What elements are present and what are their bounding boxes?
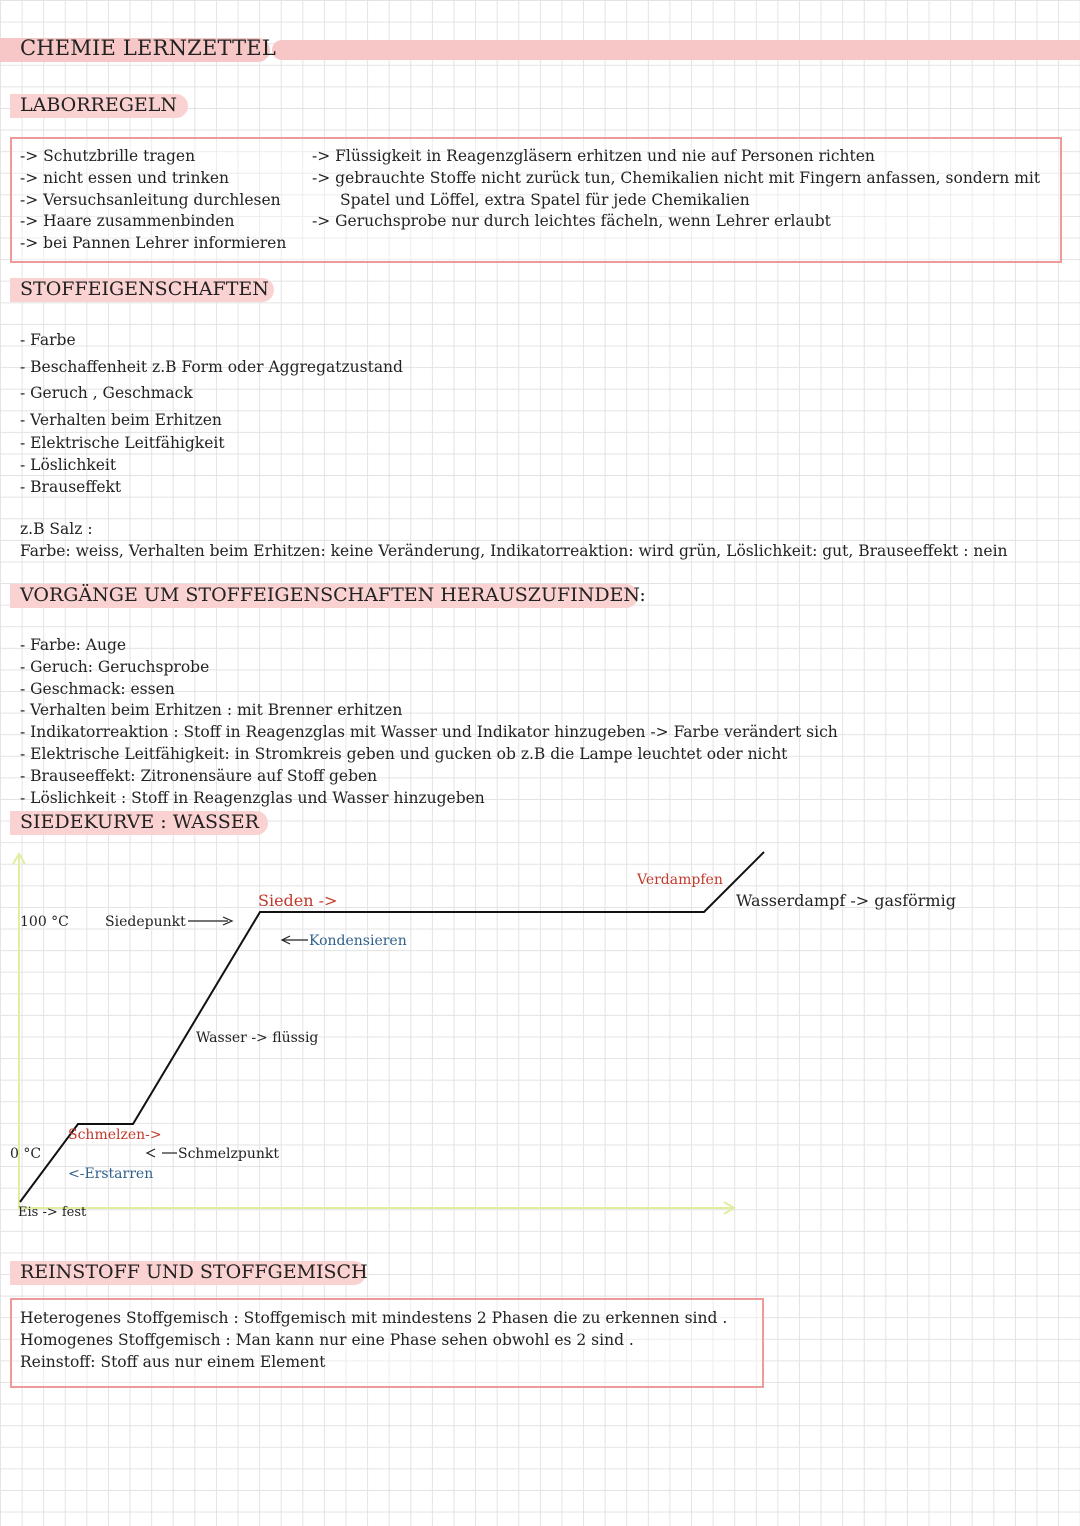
label-wasser: Wasser -> flüssig: [196, 1030, 319, 1046]
list-item: - Elektrische Leitfähigkeit: in Stromkreis geben und gucken ob z.B die Lampe leuchtet oder nicht: [20, 744, 788, 763]
arrow-left-icon: [147, 1149, 155, 1157]
section-title-stoffeigenschaften: STOFFEIGENSCHAFTEN: [20, 278, 269, 300]
reinstoff-list: [20, 1308, 727, 1373]
list-item: -> Haare zusammenbinden: [20, 212, 235, 231]
list-item: - Löslichkeit: [20, 455, 117, 474]
list-item: - Geruch: Geruchsprobe: [20, 657, 210, 676]
list-item: - Brauseffekt: [20, 477, 122, 496]
list-item: - Verhalten beim Erhitzen : mit Brenner erhitzen: [20, 701, 403, 720]
section-title-vorgaenge: VORGÄNGE UM STOFFEIGENSCHAFTEN HERAUSZUFINDEN:: [20, 584, 646, 606]
list-item: - Brauseeffekt: Zitronensäure auf Stoff geben: [20, 766, 378, 785]
label-wasserdampf: Wasserdampf -> gasförmig: [736, 891, 956, 910]
list-item: - Löslichkeit : Stoff in Reagenzglas und Wasser hinzugeben: [20, 788, 485, 807]
list-item: -> Versuchsanleitung durchlesen: [20, 190, 281, 209]
label-100c: 100 °C: [20, 914, 69, 930]
list-item: Heterogenes Stoffgemisch : Stoffgemisch mit mindestens 2 Phasen die zu erkennen sind .: [20, 1309, 728, 1327]
list-item: - Elektrische Leitfähigkeit: [20, 433, 225, 452]
list-item: Homogenes Stoffgemisch : Man kann nur eine Phase sehen obwohl es 2 sind .: [20, 1330, 634, 1349]
list-item: -> Geruchsprobe nur durch leichtes fächeln, wenn Lehrer erlaubt: [312, 212, 831, 231]
list-item: - Farbe: Auge: [20, 636, 127, 654]
example-label: z.B Salz :: [20, 520, 93, 538]
list-item: Spatel und Löffel, extra Spatel für jede Chemikalien: [340, 190, 750, 209]
label-eis: Eis -> fest: [18, 1205, 87, 1220]
label-sieden: Sieden ->: [258, 891, 338, 910]
label-siedepunkt: Siedepunkt: [105, 914, 186, 930]
list-item: -> gebrauchte Stoffe nicht zurück tun, Chemikalien nicht mit Fingern anfassen, sondern mit: [312, 168, 1041, 187]
label-schmelzen: Schmelzen->: [68, 1127, 162, 1143]
list-item: -> bei Pannen Lehrer informieren: [20, 234, 287, 253]
page-title: CHEMIE LERNZETTEL: [20, 36, 276, 60]
list-item: - Beschaffenheit z.B Form oder Aggregatzustand: [20, 357, 403, 376]
list-item: - Farbe: [20, 331, 76, 349]
list-item: - Indikatorreaktion : Stoff in Reagenzglas mit Wasser und Indikator hinzugeben -> Farbe verändert sich: [20, 723, 838, 742]
list-item: -> Flüssigkeit in Reagenzgläsern erhitzen und nie auf Personen richten: [312, 147, 875, 165]
temperature-curve: [20, 852, 764, 1202]
list-item: - Geschmack: essen: [20, 679, 175, 698]
label-0c: 0 °C: [10, 1146, 42, 1162]
example-text: Farbe: weiss, Verhalten beim Erhitzen: keine Veränderung, Indikatorreaktion: wird grün, Löslichkeit: gut, Brauseeffekt : nein: [20, 542, 1008, 560]
list-item: Reinstoff: Stoff aus nur einem Element: [20, 1352, 326, 1371]
section-title-laborregeln: LABORREGELN: [20, 94, 178, 116]
list-item: -> Schutzbrille tragen: [20, 147, 196, 165]
list-item: -> nicht essen und trinken: [20, 168, 230, 187]
label-verdampfen: Verdampfen: [637, 872, 723, 888]
label-schmelzpunkt: Schmelzpunkt: [178, 1146, 279, 1162]
section-title-reinstoff: REINSTOFF UND STOFFGEMISCH: [20, 1261, 368, 1283]
label-kondensieren: Kondensieren: [309, 933, 407, 949]
list-item: - Verhalten beim Erhitzen: [20, 410, 222, 429]
section-title-siedekurve: SIEDEKURVE : WASSER: [20, 811, 259, 833]
list-item: - Geruch , Geschmack: [20, 384, 193, 402]
label-erstarren: <-Erstarren: [68, 1166, 154, 1182]
